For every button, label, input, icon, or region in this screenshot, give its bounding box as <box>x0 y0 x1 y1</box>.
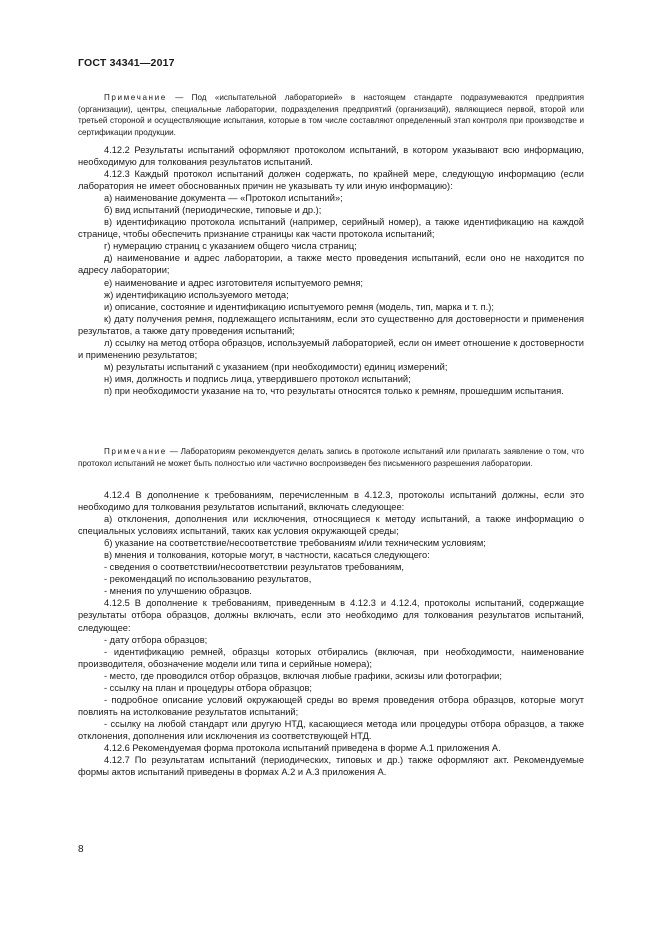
list-item: - дату отбора образцов; <box>104 634 208 645</box>
note-paragraph <box>78 446 584 469</box>
test-report-requirements <box>78 144 584 397</box>
list-item: н) имя, должность и подпись лица, утвердившего протокол испытаний; <box>104 373 411 384</box>
list-item: г) нумерацию страниц с указанием общего числа страниц; <box>104 241 357 252</box>
note-text: — Лабораториям рекомендуется делать запись в протоколе испытаний или прилагать заявление о том, что протокол испытаний не может быть полностью или частично воспроизведен без письменного разрешения лаборатории. <box>78 447 585 468</box>
list-item: ж) идентификацию используемого метода; <box>104 289 289 300</box>
list-item: - идентификацию ремней, образцы которых отбирались (включая, при необходимости, наименование производителя, обозначение модели или типа и серийные номера); <box>78 646 584 669</box>
list-item: а) наименование документа — «Протокол испытаний»; <box>104 193 343 204</box>
list-item: п) при необходимости указание на то, что результаты относятся только к ремням, прошедшим испытания. <box>104 385 564 396</box>
list-item: в) мнения и толкования, которые могут, в частности, касаться следующего: <box>104 550 430 561</box>
list-item: и) описание, состояние и идентификацию испытуемого ремня (модель, тип, марка и т. п.); <box>104 301 494 312</box>
list-item: - сведения о соответствии/несоответствии результатов требованиям, <box>104 562 404 573</box>
note-label: Примечание <box>104 93 167 102</box>
note-text: — Под «испытательной лабораторией» в настоящем стандарте подразумеваются предприятия (организации), центры, специальные лаборатории, подразделения предприятий (организаций), являющиеся первой, второй или третьей стороной и осуществляющие испытания, которые в том числе составляют определенный этап контроля при производстве и сертификации продукции. <box>78 93 585 137</box>
list-item: к) дату получения ремня, подлежащего испытаниям, если это существенно для достоверности и применения результатов, а также дату проведения испытаний; <box>78 313 584 336</box>
note-label: Примечание <box>104 447 167 456</box>
list-item: - ссылку на любой стандарт или другую НТД, касающиеся метода или процедуры отбора образцов, а также отклонения, дополнения или исключения из соответствующей НТД. <box>78 718 584 741</box>
list-item: д) наименование и адрес лаборатории, а также место проведения испытаний, если оно не находится по адресу лаборатории; <box>78 253 584 276</box>
paragraph: 4.12.2 Результаты испытаний оформляют протоколом испытаний, в котором указывают всю информацию, необходимую для толкования результатов испытаний. <box>78 145 584 168</box>
page-header-title: ГОСТ 34341—2017 <box>78 57 175 69</box>
paragraph: 4.12.3 Каждый протокол испытаний должен содержать, по крайней мере, следующую информацию (если лаборатория не имеет обоснованных причин не указывать ту или иную информацию): <box>78 169 584 192</box>
note-report-reproduction <box>78 446 584 469</box>
list-item: б) указание на соответствие/несоответствие требованиям и/или техническим условиям; <box>104 538 486 549</box>
list-item: - мнения по улучшению образцов. <box>104 586 252 597</box>
page-number: 8 <box>78 844 84 855</box>
list-item: - ссылку на план и процедуры отбора образцов; <box>104 682 313 693</box>
note-paragraph <box>78 92 584 138</box>
paragraph: 4.12.6 Рекомендуемая форма протокола испытаний приведена в форме А.1 приложения А. <box>104 742 501 753</box>
list-item: м) результаты испытаний с указанием (при необходимости) единиц измерений; <box>104 361 448 372</box>
list-item: - подробное описание условий окружающей среды во время проведения отбора образцов, которые могут повлиять на истолкование результатов испытаний; <box>78 694 584 717</box>
note-laboratory-definition <box>78 92 584 138</box>
list-item: - место, где проводился отбор образцов, включая любые графики, эскизы или фотографии; <box>104 670 502 681</box>
list-item: в) идентификацию протокола испытаний (например, серийный номер), а также идентификацию на каждой странице, чтобы обеспечить признание страницы как части протокола испытаний; <box>78 217 584 240</box>
list-item: б) вид испытаний (периодические, типовые и др.); <box>104 205 322 216</box>
list-item: а) отклонения, дополнения или исключения, относящиеся к методу испытаний, а также информацию о специальных условиях испытаний, таких как условия окружающей среды; <box>78 514 584 537</box>
additional-requirements <box>78 489 584 778</box>
list-item: л) ссылку на метод отбора образцов, используемый лабораторией, если он имеет отношение к достоверности и применению результатов; <box>78 337 584 360</box>
list-item: - рекомендаций по использованию результатов, <box>104 574 312 585</box>
paragraph: 4.12.7 По результатам испытаний (периодических, типовых и др.) также оформляют акт. Рекомендуемые формы актов испытаний приведены в формах А.2 и А.3 приложения А. <box>78 755 584 778</box>
paragraph: 4.12.5 В дополнение к требованиям, приведенным в 4.12.3 и 4.12.4, протоколы испытаний, содержащие результаты отбора образцов, должны включать, если это необходимо для толкования результатов испытаний, следующее: <box>78 598 584 633</box>
list-item: е) наименование и адрес изготовителя испытуемого ремня; <box>104 277 363 288</box>
paragraph: 4.12.4 В дополнение к требованиям, перечисленным в 4.12.3, протоколы испытаний должны, если это необходимо для толкования результатов испытаний, включать следующее: <box>78 490 584 513</box>
